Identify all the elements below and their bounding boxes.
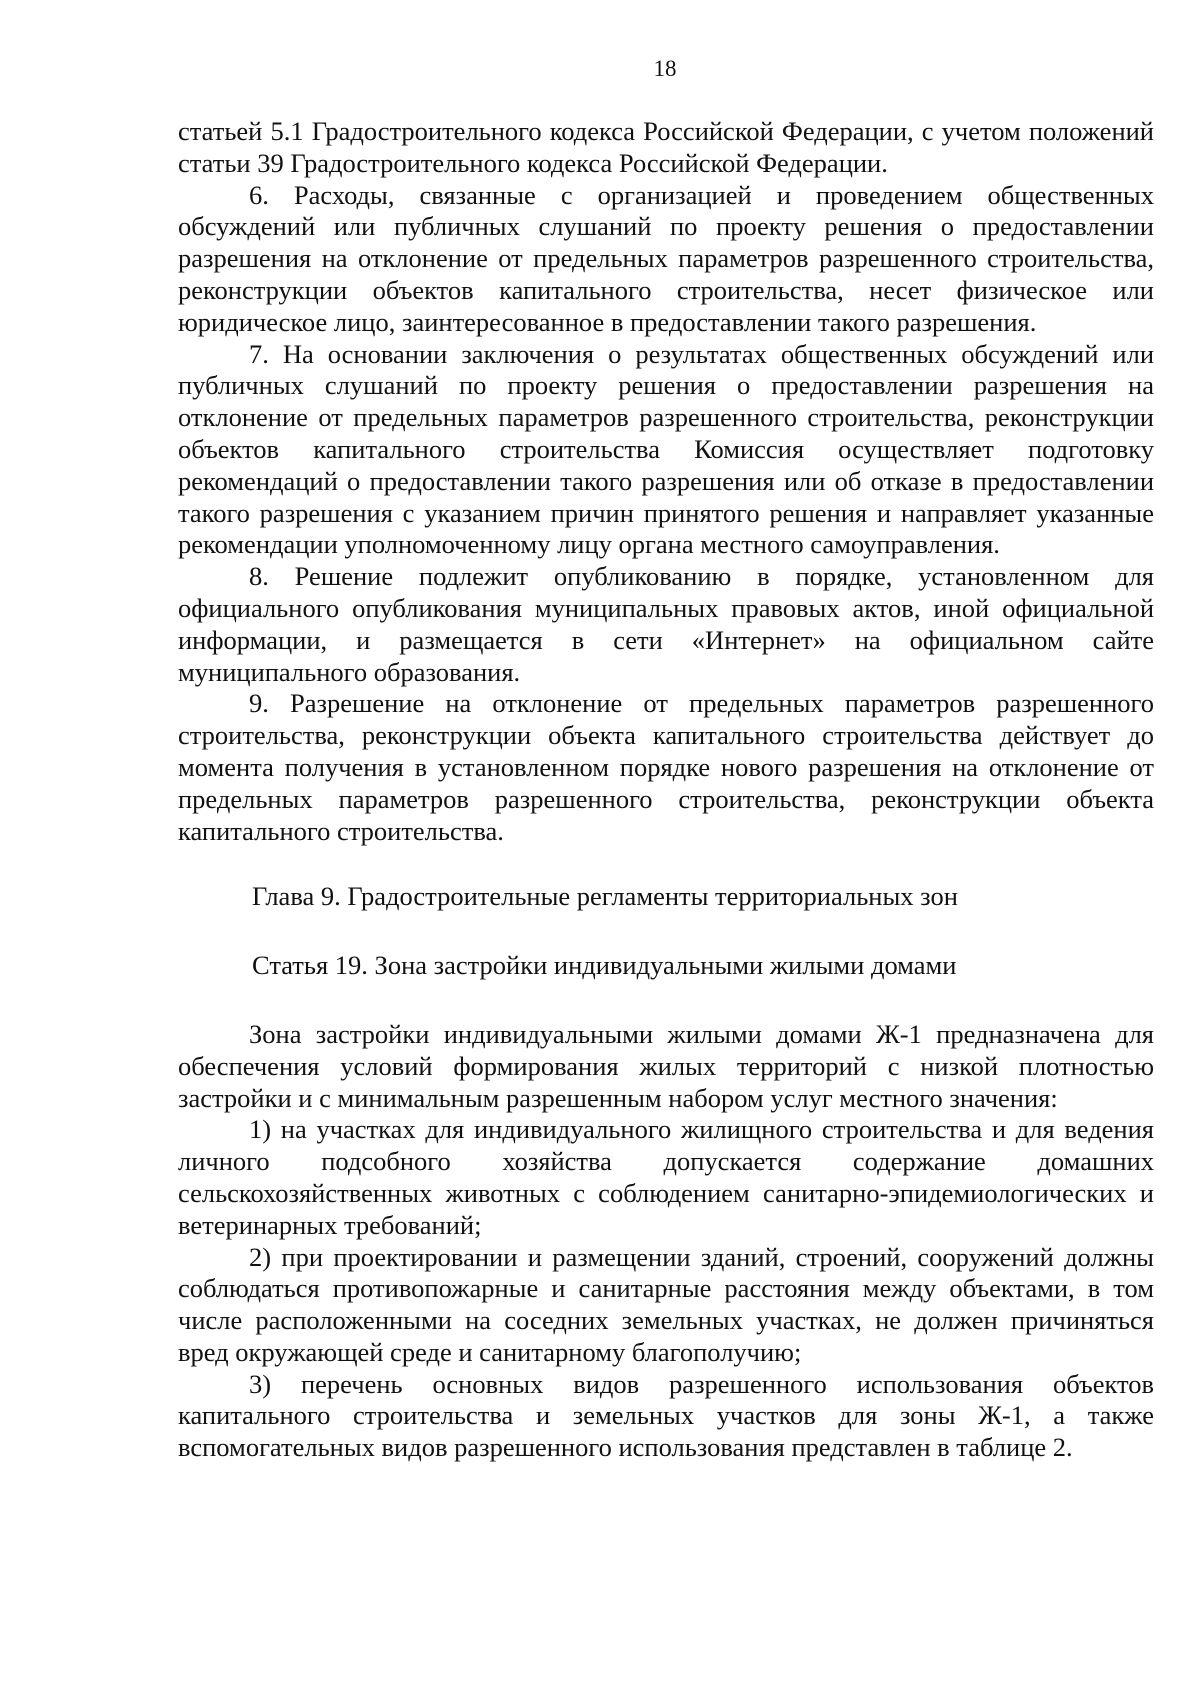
paragraph-6: 6. Расходы, связанные с организацией и проведением общественных обсуждений или публичных слушаний по проекту решения о предоставлении разрешения на отклонение от предельных параметров разрешенного строительства, реконструкции объектов капитального строительства, несет физическое или юридическое лицо, заинтересованное в предоставлении такого разрешения.: [178, 179, 1154, 337]
page-number: 18: [653, 56, 677, 81]
paragraph-continuation: статьей 5.1 Градостроительного кодекса Российской Федерации, с учетом положений статьи 39 Градостроительного кодекса Российской Федерации.: [178, 116, 1154, 178]
paragraph-7: 7. На основании заключения о результатах общественных обсуждений или публичных слушаний по проекту решения о предоставлении разрешения на отклонение от предельных параметров разрешенного строительства, реконструкции объектов капитального строительства Комиссия осуществляет подготовку рекомендаций о предоставлении такого разрешения или об отказе в предоставлении такого разрешения с указанием причин принятого решения и направляет указанные рекомендации уполномоченному лицу органа местного самоуправления.: [178, 338, 1154, 560]
chapter-9-heading: Глава 9. Градостроительные регламенты территориальных зон: [252, 881, 958, 912]
zone-intro-paragraph: Зона застройки индивидуальными жилыми домами Ж-1 предназначена для обеспечения условий формирования жилых территорий с низкой плотностью застройки и с минимальным разрешенным набором услуг местного значения:: [178, 1018, 1154, 1113]
article-19-heading: Статья 19. Зона застройки индивидуальными жилыми домами: [252, 950, 957, 981]
paragraph-9: 9. Разрешение на отклонение от предельных параметров разрешенного строительства, реконструкции объекта капитального строительства действует до момента получения в установленном порядке нового разрешения на отклонение от предельных параметров разрешенного строительства, реконструкции объекта капитального строительства.: [178, 688, 1154, 846]
zone-item-2: 2) при проектировании и размещении зданий, строений, сооружений должны соблюдаться противопожарные и санитарные расстояния между объектами, в том числе расположенными на соседних земельных участках, не должен причиняться вред окружающей среде и санитарному благополучию;: [178, 1241, 1154, 1367]
paragraph-8: 8. Решение подлежит опубликованию в порядке, установленном для официального опубликования муниципальных правовых актов, иной официальной информации, и размещается в сети «Интернет» на официальном сайте муниципального образования.: [178, 561, 1154, 687]
zone-item-1: 1) на участках для индивидуального жилищного строительства и для ведения личного подсобного хозяйства допускается содержание домашних сельскохозяйственных животных с соблюдением санитарно-эпидемиологических и ветеринарных требований;: [178, 1114, 1154, 1240]
document-body: [178, 116, 1154, 1464]
zone-item-3: 3) перечень основных видов разрешенного использования объектов капитального строительства и земельных участков для зоны Ж-1, а также вспомогательных видов разрешенного использования представлен в таблице 2.: [178, 1368, 1154, 1463]
